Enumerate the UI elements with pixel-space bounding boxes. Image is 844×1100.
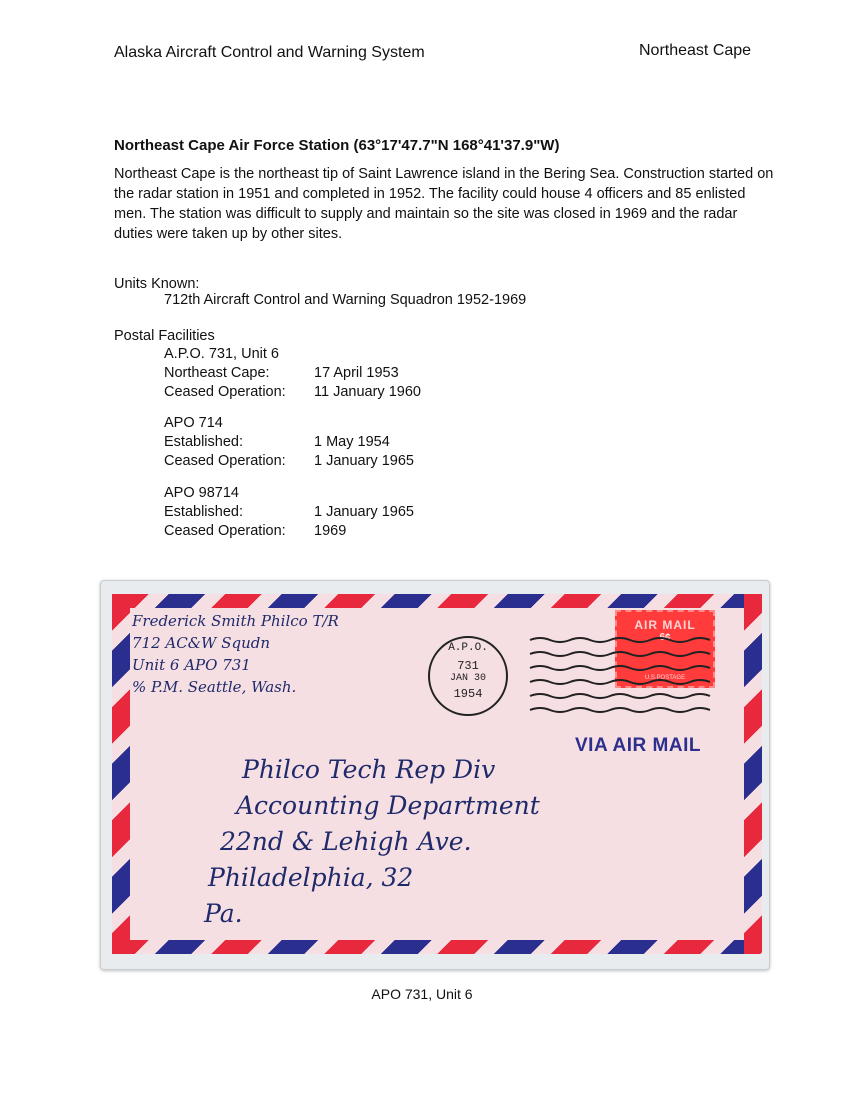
facility-row [164,433,414,452]
apo-postmark [428,636,508,716]
postmark-year: 1954 [453,687,483,701]
recipient-line: Philco Tech Rep Div [242,755,496,784]
facility-name: APO 714 [164,415,223,431]
unit-item: 712th Aircraft Control and Warning Squadron 1952-1969 [164,292,527,308]
stamp-postage: U.S.POSTAGE [644,675,686,681]
page-header-title: Alaska Aircraft Control and Warning System [114,44,425,61]
recipient-line: 22nd & Lehigh Ave. [220,827,472,856]
airmail-border-bottom [112,940,762,954]
facility-apo-714 [164,414,414,471]
station-title: Northeast Cape Air Force Station (63°17'47.7"N 168°41'37.9"W) [114,137,560,154]
facility-name: A.P.O. 731, Unit 6 [164,346,279,362]
via-air-mail-label: VIA AIR MAIL [575,735,701,756]
airmail-border-right [744,594,762,954]
facility-label: Ceased Operation: [164,453,286,469]
airmail-stamp [615,610,715,688]
return-address-line: Frederick Smith Philco T/R [132,612,339,630]
facility-label: Established: [164,434,243,450]
facility-row [164,452,414,471]
facility-row [164,364,421,383]
facility-label: Established: [164,504,243,520]
facility-value: 1 May 1954 [314,434,390,450]
stamp-value: 6¢ [659,632,671,643]
recipient-line: Accounting Department [236,791,540,820]
facility-row [164,522,414,541]
stamp-label: AIR MAIL [634,618,696,632]
facility-value: 11 January 1960 [314,384,421,400]
facility-name: APO 98714 [164,485,239,501]
postmark-date: JAN 30 [449,673,486,684]
facility-value: 1 January 1965 [314,504,414,520]
facility-value: 17 April 1953 [314,365,399,381]
facility-value: 1969 [314,523,347,539]
postal-heading: Postal Facilities [114,328,215,344]
airmail-border-left [112,594,130,954]
units-heading: Units Known: [114,276,200,292]
station-description: Northeast Cape is the northeast tip of Saint Lawrence island in the Bering Sea. Construction started on the radar station in 1951 and completed in 1952. The facility could house 4 officers and 85 enlisted men. The station was difficult to supply and maintain so the site was closed in 1969 and the radar duties were taken up by other sites. [114,166,774,242]
airmail-border-top [112,594,762,608]
facility-apo-731 [164,345,421,402]
envelope-caption: APO 731, Unit 6 [371,986,473,1002]
facility-value: 1 January 1965 [314,453,414,469]
return-address-line: % P.M. Seattle, Wash. [132,678,297,696]
page-header-location: Northeast Cape [639,42,752,59]
facility-label: Ceased Operation: [164,384,286,400]
recipient-address [204,752,540,932]
return-address-line: 712 AC&W Squdn [132,634,271,652]
recipient-line: Pa. [204,899,243,928]
postmark-number: 731 [457,659,479,673]
postmark-label: A.P.O. [448,642,488,654]
facility-row [164,503,414,522]
return-address [132,610,339,698]
recipient-line: Philadelphia, 32 [208,863,414,892]
facility-label: Ceased Operation: [164,523,286,539]
facility-apo-98714 [164,484,414,541]
facility-row [164,383,421,402]
facility-label: Northeast Cape: [164,365,270,381]
return-address-line: Unit 6 APO 731 [132,656,251,674]
